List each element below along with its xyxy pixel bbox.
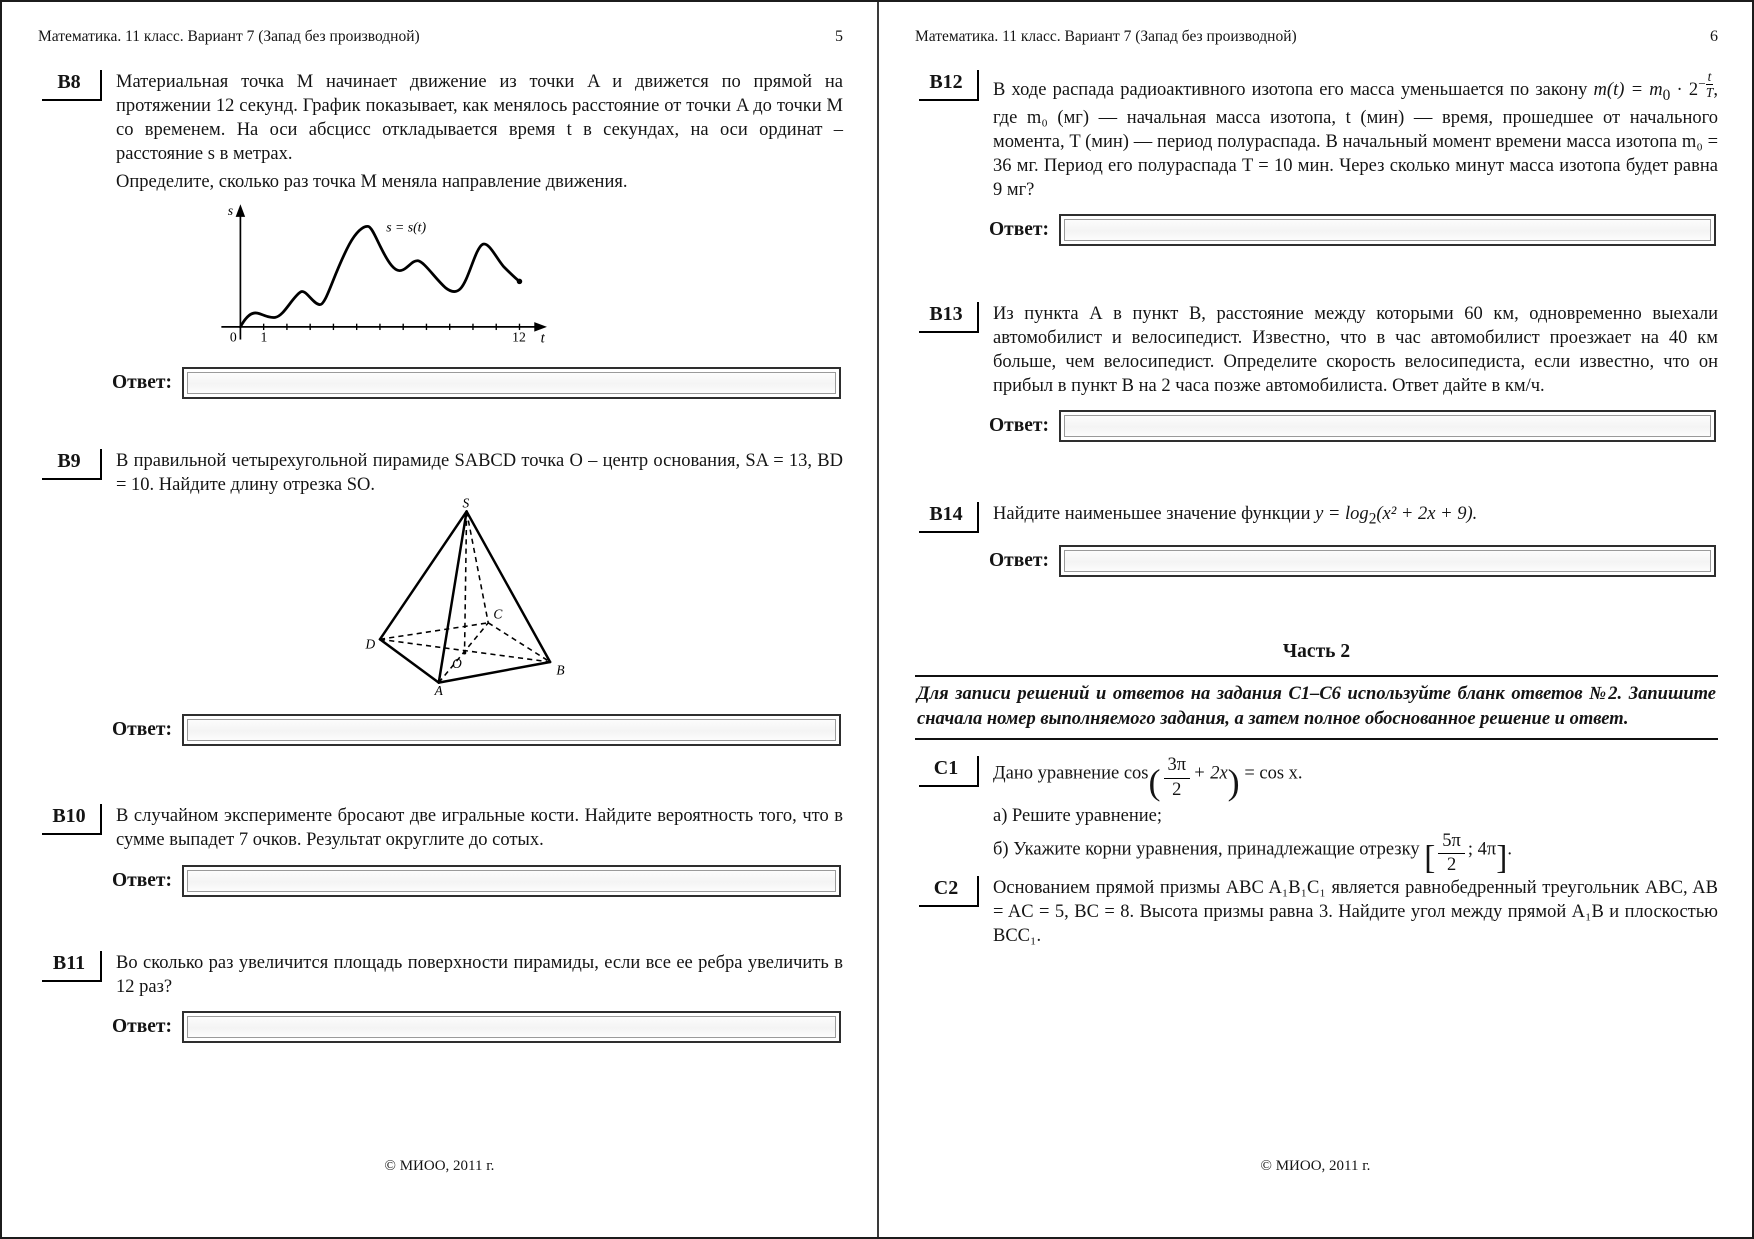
page-number: 5 [835,28,843,45]
answer-row-b8 [112,367,841,399]
task-b13-label: B13 [919,302,979,333]
task-b10-text: В случайном эксперименте бросают две игральные кости. Найдите вероятность того, что в сумме выпадет 7 очков. Результат округлите до сотых. [116,806,843,851]
answer-label: Ответ: [989,415,1050,437]
answer-row-b9 [112,714,841,746]
answer-label: Ответ: [989,550,1050,572]
b9-label-o: O [451,656,462,672]
task-c1-body [979,756,1718,876]
b8-curve-label: s = s(t) [386,219,427,235]
task-c1 [915,756,1718,876]
task-b14-label: B14 [919,502,979,533]
page-6-footer: © МИОО, 2011 г. [1260,1158,1371,1174]
task-b13-body [979,302,1718,398]
answer-input-b11[interactable] [182,1011,841,1043]
task-b8-label: B8 [42,70,102,101]
part2-title: Часть 2 [1282,641,1351,663]
answer-input-b13[interactable] [1059,410,1716,442]
task-b8 [38,70,843,355]
task-b8-text1: Материальная точка M начинает движение из точки A и движется по прямой на протяжении 12 секунд. График показывает, как менялось расстояние от точки A до точки M со временем. На оси абсцисс откладывается время t в секундах, на оси ординат – расстояние s в метрах. [116,72,843,165]
task-b11-text: Во сколько раз увеличится площадь поверхности пирамиды, если все ее ребра увеличить в 12 раз? [116,952,843,997]
b9-label-a: A [434,683,443,696]
c1-frac-num: 3π [1164,756,1191,778]
answer-input-b9-field[interactable] [187,719,836,741]
task-b9 [38,449,843,702]
answer-input-b12-field[interactable] [1064,219,1711,241]
b9-label-b: B [555,662,564,678]
task-c2-body [979,876,1718,948]
b8-graph-ylabel: s [227,203,234,219]
task-b10-body [102,804,843,852]
task-b9-body [102,449,843,702]
answer-row-b14 [989,545,1716,577]
c1-item-b-text: б) Укажите корни уравнения, принадлежащие отрезку [993,839,1420,860]
b12-formula-lhs: m(t) = m [1593,80,1663,101]
answer-input-b10[interactable] [182,865,841,897]
c1-plus-term: + 2x [1193,763,1228,784]
answer-input-b14-field[interactable] [1064,550,1711,572]
b12-text1: В ходе распада радиоактивного изотопа его масса уменьшается по закону [993,80,1588,101]
task-b11 [38,951,843,999]
b8-curve [240,227,519,328]
c1-item-a: а) Решите уравнение; [993,805,1163,826]
b9-label-c: C [492,607,502,623]
answer-input-b14[interactable] [1059,545,1716,577]
task-b10-label: B10 [42,804,102,835]
b9-pyramid-figure [116,497,843,702]
b12-formula-mid: · 2 [1670,80,1699,101]
c1-intro: Дано уравнение [993,763,1120,784]
b8-graph-tick1: 1 [260,329,268,345]
answer-input-b8-field[interactable] [187,372,836,394]
b8-graph-tick12: 12 [512,329,526,345]
task-c1-label: C1 [919,756,979,787]
task-b12 [915,70,1718,202]
b9-pyramid [351,497,609,695]
task-b14-body [979,502,1718,530]
task-b11-body [102,951,843,999]
c1-b-frac-den: 2 [1446,855,1457,876]
answer-input-b11-field[interactable] [187,1016,836,1038]
task-b13 [915,302,1718,398]
answer-row-b10 [112,865,841,897]
task-b11-label: B11 [42,951,102,982]
answer-input-b10-field[interactable] [187,870,836,892]
b12-exp-den: T [1705,85,1714,101]
answer-input-b9[interactable] [182,714,841,746]
c1-fraction [1164,756,1191,800]
task-b12-body [979,70,1718,202]
answer-input-b12[interactable] [1059,214,1716,246]
b9-label-d: D [365,636,375,652]
answer-row-b12 [989,214,1716,246]
b8-graph [206,200,556,348]
page-5-footer: © МИОО, 2011 г. [384,1158,495,1174]
c1-b-end: . [1507,839,1512,860]
b12-exp-num: t [1707,69,1712,84]
answer-input-b13-field[interactable] [1064,415,1711,437]
page-header [38,28,843,46]
b8-graph-figure [206,200,843,355]
answer-label: Ответ: [112,372,173,394]
page-header [915,28,1718,46]
c1-b-fraction [1438,832,1465,876]
task-b9-text: В правильной четырехугольной пирамиде SABCD точка O – центр основания, SA = 13, BD = 10. Найдите длину отрезка SO. [116,451,843,496]
task-c2-text: Основанием прямой призмы ABC A₁B₁C₁ является равнобедренный треугольник ABC, AB = AC = 5, BC = 8. Высота призмы равна 3. Найдите угол между прямой A₁B и плоскостью BCC₁. [993,877,1718,946]
answer-label: Ответ: [989,219,1050,241]
c1-b-tail: ; 4π [1467,839,1497,860]
c1-rparen: ) [1227,761,1240,802]
task-b14-text [993,502,1718,530]
c1-equation-line [993,756,1718,800]
task-b12-text [993,70,1718,202]
header-title: Математика. 11 класс. Вариант 7 (Запад без производной) [915,28,1297,45]
answer-row-b11 [112,1011,841,1043]
b8-graph-origin: 0 [229,329,237,345]
task-b8-text2: Определите, сколько раз точка M меняла направление движения. [116,172,628,193]
b12-exp-minus: − [1698,75,1706,91]
c1-b-frac-num: 5π [1438,832,1465,854]
b14-log-base: 2 [1368,510,1377,528]
b9-label-s: S [461,497,469,511]
b12-exponent [1698,70,1713,100]
b12-formula-sub0: 0 [1662,86,1671,104]
b14-formula-y: y = log [1315,504,1369,525]
c1-cos: cos [1123,763,1149,784]
c1-rhs: = cos x. [1244,763,1303,784]
part2-instruction: Для записи решений и ответов на задания С1–С6 используйте бланк ответов №2. Запишите сначала номер выполняемого задания, а затем полное обоснованное решение и ответ. [915,675,1718,740]
b14-formula-arg: (x² + 2x + 9). [1376,504,1478,525]
b12-text2: , где m₀ (мг) — начальная масса изотопа, t (мин) — время, прошедшее от начального момента, T (мин) — период полураспада. В начальный момент времени масса изотопа m₀ = 36 мг. Период его полураспада T = 10 мин. Через сколько минут масса изотопа будет равна 9 мг? [993,80,1718,201]
c1-rbracket: ] [1496,839,1508,877]
page-number: 6 [1710,28,1718,45]
task-c2 [915,876,1718,948]
task-b13-text: Из пункта А в пункт В, расстояние между которыми 60 км, одновременно выехали автомобилист и велосипедист. Известно, что в час автомобилист проезжает на 40 км больше, чем велосипедист. Определите скорость велосипедиста, если известно, что он прибыл в пункт В на 2 часа позже автомобилиста. Ответ дайте в км/ч. [993,304,1718,397]
page-6 [877,2,1752,1237]
task-b14 [915,502,1718,533]
c1-lbracket: [ [1424,839,1436,877]
task-c2-label: C2 [919,876,979,907]
header-title: Математика. 11 класс. Вариант 7 (Запад без производной) [38,28,420,45]
task-b9-label: B9 [42,449,102,480]
c1-item-b [993,832,1718,876]
answer-label: Ответ: [112,869,173,891]
answer-input-b8[interactable] [182,367,841,399]
task-b8-body [102,70,843,355]
c1-lparen: ( [1148,761,1161,802]
answer-label: Ответ: [112,1015,173,1037]
page-5 [2,2,877,1237]
task-b10 [38,804,843,852]
b8-graph-xlabel: t [540,330,545,347]
task-b12-label: B12 [919,70,979,101]
c1-frac-den: 2 [1172,779,1182,800]
answer-label: Ответ: [112,719,173,741]
b14-text1: Найдите наименьшее значение функции [993,504,1311,525]
answer-row-b13 [989,410,1716,442]
